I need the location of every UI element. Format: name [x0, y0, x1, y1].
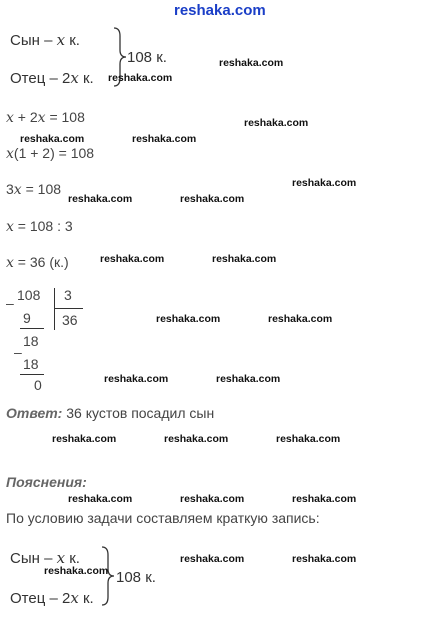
- explanation-label: Пояснения:: [6, 474, 87, 490]
- watermark: reshaka.com: [219, 57, 284, 69]
- site-watermark: reshaka.com: [174, 2, 266, 19]
- watermark: reshaka.com: [68, 193, 133, 205]
- watermark: reshaka.com: [180, 553, 245, 565]
- watermark: reshaka.com: [292, 553, 357, 565]
- watermark: reshaka.com: [52, 433, 117, 445]
- quotient-line: [55, 308, 83, 309]
- subtrahend-2: 18: [23, 356, 39, 372]
- watermark: reshaka.com: [164, 433, 229, 445]
- watermark: reshaka.com: [268, 313, 333, 325]
- answer-label: Ответ:: [6, 405, 63, 421]
- divisor: 3: [64, 287, 72, 303]
- answer-line: [6, 405, 214, 421]
- watermark: reshaka.com: [104, 373, 169, 385]
- equation-step-2: x(1 + 2) = 108: [6, 145, 95, 162]
- watermark: reshaka.com: [212, 253, 277, 265]
- watermark: reshaka.com: [292, 177, 357, 189]
- watermark: reshaka.com: [68, 493, 133, 505]
- total-label: 108 к.: [127, 49, 167, 66]
- subtrahend-1: 9: [23, 310, 31, 326]
- watermark: reshaka.com: [216, 373, 281, 385]
- explanation-text: По условию задачи составляем краткую запись:: [6, 510, 320, 526]
- son-line-2: Сын – x к.: [10, 549, 80, 567]
- watermark: reshaka.com: [20, 133, 85, 145]
- watermark: reshaka.com: [180, 193, 245, 205]
- remainder-2: 0: [34, 377, 42, 393]
- equation-step-3: 3x = 108: [6, 181, 62, 198]
- watermark: reshaka.com: [156, 313, 221, 325]
- father-line: Отец – 2x к.: [10, 69, 94, 87]
- equation-step-4: x = 108 : 3: [6, 218, 73, 235]
- equation-step-1: x + 2x = 108: [6, 109, 85, 126]
- watermark: reshaka.com: [132, 133, 197, 145]
- equation-step-5: x = 36 (к.): [6, 254, 69, 271]
- watermark: reshaka.com: [292, 493, 357, 505]
- minus-sign-2: –: [14, 344, 22, 360]
- dividend: 108: [17, 287, 41, 303]
- watermark: reshaka.com: [276, 433, 341, 445]
- subtract-line-2: [20, 374, 44, 375]
- minus-sign: –: [6, 295, 14, 311]
- watermark: reshaka.com: [100, 253, 165, 265]
- quotient: 36: [62, 312, 78, 328]
- father-line-2: Отец – 2x к.: [10, 589, 94, 607]
- division-vertical-line: [54, 288, 55, 330]
- answer-text: 36 кустов посадил сын: [66, 405, 215, 421]
- remainder-1: 18: [23, 333, 39, 349]
- watermark: reshaka.com: [244, 117, 309, 129]
- total-label-2: 108 к.: [116, 569, 156, 586]
- watermark: reshaka.com: [44, 565, 109, 577]
- subtract-line-1: [20, 328, 44, 329]
- son-line: Сын – x к.: [10, 31, 80, 49]
- watermark: reshaka.com: [108, 72, 173, 84]
- watermark: reshaka.com: [180, 493, 245, 505]
